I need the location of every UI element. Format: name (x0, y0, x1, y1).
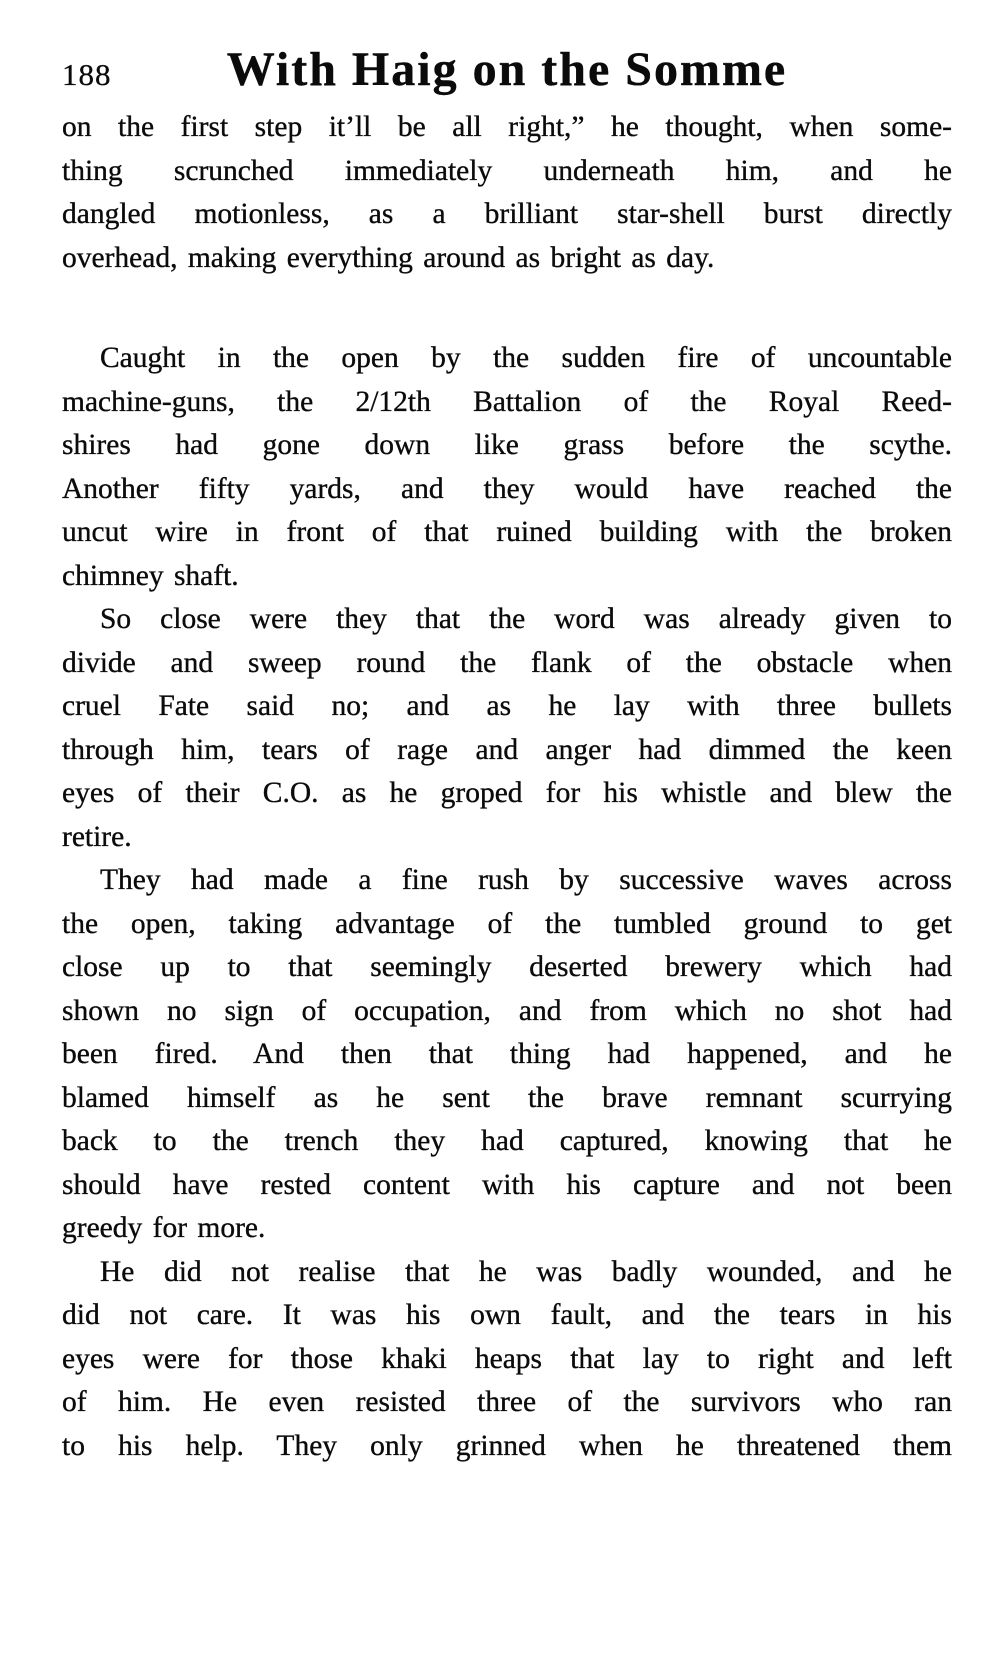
text-line: to his help. They only grinned when he threatened them (62, 1429, 952, 1462)
running-title: With Haig on the Somme (226, 43, 788, 96)
text-line: machine-guns, the 2/12th Battalion of the Royal Reed- (62, 385, 952, 418)
paragraph-1 (62, 106, 952, 280)
text-line: uncut wire in front of that ruined building with the broken (62, 516, 952, 548)
text-line: the open, taking advantage of the tumbled ground to get (62, 907, 952, 940)
text-line: back to the trench they had captured, knowing that he (62, 1125, 952, 1157)
text-line: should have rested content with his capture and not been (62, 1168, 952, 1201)
running-head (62, 42, 952, 94)
text-line: thing scrunched immediately underneath him, and he (62, 154, 952, 187)
text-line: eyes were for those khaki heaps that lay to right and left (62, 1342, 952, 1375)
text-line: did not care. It was his own fault, and the tears in his (62, 1299, 952, 1331)
text-line: cruel Fate said no; and as he lay with three bullets (62, 690, 952, 722)
text-line: divide and sweep round the flank of the obstacle when (62, 646, 952, 679)
text-line: Another fifty yards, and they would have reached the (62, 472, 952, 505)
text-line: dangled motionless, as a brilliant star-shell burst directly (62, 198, 952, 230)
text-line: So close were they that the word was already given to (100, 603, 952, 635)
text-line: shires had gone down like grass before the scythe. (62, 429, 952, 461)
paragraph-3 (62, 598, 952, 859)
page-number: 188 (62, 57, 112, 92)
text-line: blamed himself as he sent the brave remnant scurrying (62, 1081, 952, 1114)
text-line: through him, tears of rage and anger had dimmed the keen (62, 733, 952, 766)
text-line: on the first step it’ll be all right,” he thought, when some- (62, 111, 952, 143)
paragraph-5 (62, 1251, 952, 1469)
body-text (62, 106, 952, 1468)
text-line: retire. (62, 820, 132, 853)
text-line: close up to that seemingly deserted brewery which had (62, 951, 952, 983)
text-line: shown no sign of occupation, and from which no shot had (62, 994, 952, 1027)
text-line: overhead, making everything around as bright as day. (62, 241, 715, 274)
text-line: Caught in the open by the sudden fire of uncountable (100, 342, 952, 374)
text-line: been fired. And then that thing had happened, and he (62, 1038, 952, 1070)
paragraph-4 (62, 859, 952, 1251)
text-line: greedy for more. (62, 1212, 266, 1244)
text-line: eyes of their C.O. as he groped for his whistle and blew the (62, 777, 952, 809)
text-line: He did not realise that he was badly wounded, and he (100, 1255, 952, 1288)
text-line: They had made a fine rush by successive waves across (100, 864, 952, 896)
text-line: chimney shaft. (62, 559, 239, 592)
paragraph-2 (62, 337, 952, 598)
text-line: of him. He even resisted three of the survivors who ran (62, 1386, 952, 1418)
